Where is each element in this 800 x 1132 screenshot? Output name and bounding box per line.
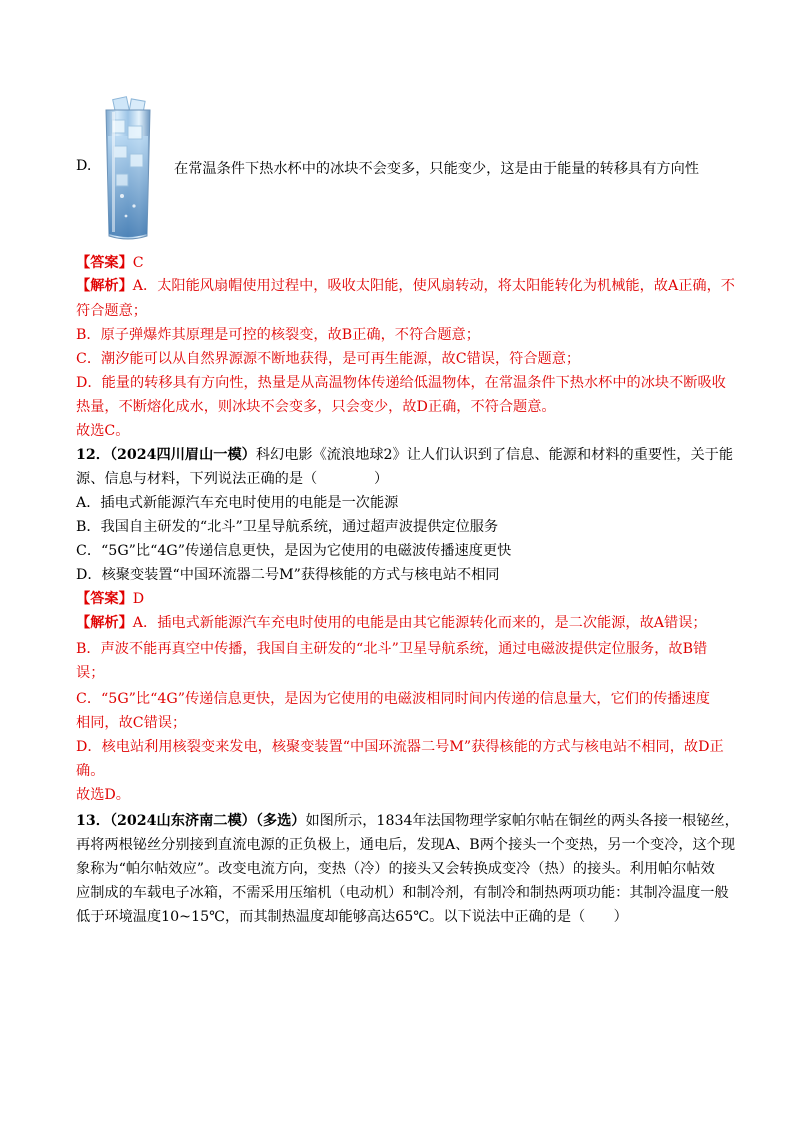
question-number: 13． bbox=[76, 813, 110, 829]
question-number: 12． bbox=[76, 447, 110, 463]
analysis-tag: 【解析】 bbox=[76, 615, 133, 631]
q12-answer bbox=[76, 588, 144, 610]
q12-analysis-line bbox=[76, 612, 707, 634]
answer-value: C bbox=[132, 255, 144, 271]
q11-analysis-line: D．能量的转移具有方向性，热量是从高温物体传递给低温物体，在常温条件下热水杯中的冰块不断吸收 bbox=[76, 375, 726, 391]
q11-option-d-label: D. bbox=[76, 158, 92, 174]
q12-stem-line: 源、信息与材料，下列说法正确的是（ ） bbox=[76, 471, 389, 487]
q11-analysis-line: 热量，不断熔化成水，则冰块不会变多，只会变少，故D正确，不符合题意。 bbox=[76, 399, 556, 415]
q12-analysis-line: 误； bbox=[76, 665, 105, 681]
question-source: （2024山东济南二模） bbox=[109, 813, 256, 829]
q11-analysis-line: C．潮汐能可以从自然界源源不断地获得，是可再生能源，故C错误，符合题意； bbox=[76, 351, 581, 367]
analysis-text: A．插电式新能源汽车充电时使用的电能是由其它能源转化而来的，是二次能源，故A错误； bbox=[132, 615, 707, 631]
q12-option-b: B．我国自主研发的“北斗”卫星导航系统，通过超声波提供定位服务 bbox=[76, 519, 499, 535]
q11-answer bbox=[76, 252, 144, 274]
q12-option-c: C．“5G”比“4G”传递信息更快，是因为它使用的电磁波传播速度更快 bbox=[76, 543, 512, 559]
question-stem: 如图所示，1834年法国物理学家帕尔帖在铜丝的两头各接一根铋丝， bbox=[305, 813, 739, 829]
q11-analysis-line: 故选C。 bbox=[76, 423, 130, 439]
q11-analysis-line bbox=[76, 275, 735, 297]
q11-analysis-line: 符合题意； bbox=[76, 303, 147, 319]
q11-option-d-text: 在常温条件下热水杯中的冰块不会变多，只能变少，这是由于能量的转移具有方向性 bbox=[174, 161, 699, 177]
q13-stem-line: 应制成的车载电子冰箱，不需采用压缩机（电动机）和制冷剂，有制冷和制热两项功能：其制冷温度一般 bbox=[76, 885, 729, 901]
q12-analysis-line: 相同，故C错误； bbox=[76, 715, 187, 731]
q13-stem-line: 象称为“帕尔帖效应”。改变电流方向，变热（冷）的接头又会转换成变冷（热）的接头。利用帕尔帖效 bbox=[76, 861, 715, 877]
q12-analysis-line: B．声波不能再真空中传播，我国自主研发的“北斗”卫星导航系统，通过电磁波提供定位服务，故B错 bbox=[76, 641, 708, 657]
q12-analysis-line: D．核电站利用核裂变来发电，核聚变装置“中国环流器二号M”获得核能的方式与核电站不相同，故D正 bbox=[76, 739, 724, 755]
analysis-tag: 【解析】 bbox=[76, 278, 133, 294]
answer-value: D bbox=[132, 591, 145, 607]
q12-option-d: D．核聚变装置“中国环流器二号M”获得核能的方式与核电站不相同 bbox=[76, 567, 500, 583]
question-stem: 科幻电影《流浪地球2》让人们认识到了信息、能源和材料的重要性，关于能 bbox=[255, 447, 734, 463]
answer-tag: 【答案】 bbox=[76, 591, 133, 607]
q12-analysis-line: 故选D。 bbox=[76, 787, 130, 803]
q12-analysis-line: C．“5G”比“4G”传递信息更快，是因为它使用的电磁波相同时间内传递的信息量大，它们的传播速度 bbox=[76, 691, 710, 707]
q12-stem bbox=[76, 444, 734, 466]
question-source: （2024四川眉山一模） bbox=[109, 447, 256, 463]
ice-water-glass-icon bbox=[100, 96, 156, 242]
q13-stem-line: 低于环境温度10~15℃，而其制热温度却能够高达65℃。以下说法中正确的是（ ） bbox=[76, 909, 628, 925]
q12-analysis-line: 确。 bbox=[76, 763, 105, 779]
q13-stem-line: 再将两根铋丝分别接到直流电源的正负极上，通电后，发现A、B两个接头一个变热，另一个变冷，这个现 bbox=[76, 837, 736, 853]
q12-option-a: A．插电式新能源汽车充电时使用的电能是一次能源 bbox=[76, 495, 399, 511]
q13-stem bbox=[76, 810, 739, 832]
question-type-tag: （多选） bbox=[255, 813, 306, 829]
q11-analysis-line: B．原子弹爆炸其原理是可控的核裂变，故B正确，不符合题意； bbox=[76, 327, 480, 343]
analysis-text: A．太阳能风扇帽使用过程中，吸收太阳能，使风扇转动，将太阳能转化为机械能，故A正确，不 bbox=[132, 278, 735, 294]
answer-tag: 【答案】 bbox=[76, 255, 133, 271]
